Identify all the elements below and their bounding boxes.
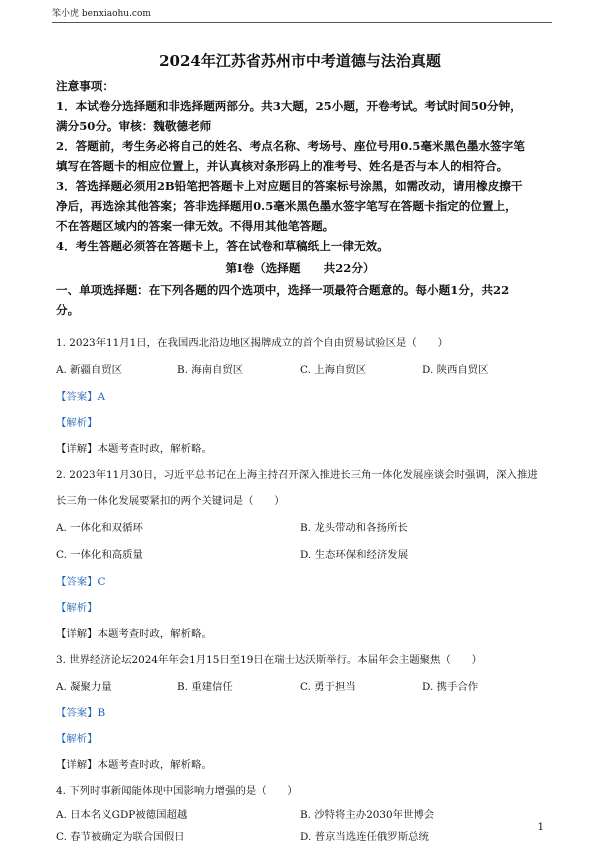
detail-text: 【详解】本题考查时政，解析略。 [56,443,212,455]
page-title: 2024年江苏省苏州市中考道德与法治真题 [159,52,441,70]
notes-line: 填写在答题卡的相应位置上，并认真核对条形码上的准考号、姓名是否与本人的相符合。 [56,159,509,173]
notes-line: 净后，再选涂其他答案；答非选择题用0.5毫米黑色墨水签字笔写在答题卡指定的位置上， [56,199,517,213]
question-stem: 1. 2023年11月1日，在我国西北沿边地区揭牌成立的首个自由贸易试验区是（ ） [56,337,448,349]
option-b: B. 龙头带动和各扬所长 [300,522,408,534]
option-d: D. 生态环保和经济发展 [300,549,409,561]
notes-line: 4．考生答题必须答在答题卡上，答在试卷和草稿纸上一律无效。 [56,239,389,253]
option-d: D. 普京当选连任俄罗斯总统 [300,831,429,843]
option-a: A. 一体化和双循环 [56,522,143,534]
analysis-label: 【解析】 [56,602,98,614]
option-a: A. 凝聚力量 [56,681,112,693]
answer-label: 【答案】B [56,707,106,719]
answer-label: 【答案】C [56,576,106,588]
option-c: C. 春节被确定为联合国假日 [56,831,185,843]
analysis-label: 【解析】 [56,733,98,745]
notes-line: 1．本试卷分选择题和非选择题两部分。共3大题，25小题，开卷考试。考试时间50分钟， [56,99,522,113]
part-instruction: 分。 [56,303,80,317]
notes-heading: 注意事项： [56,79,114,93]
detail-text: 【详解】本题考查时政，解析略。 [56,628,212,640]
option-d: D. 陕西自贸区 [422,364,489,376]
analysis-label: 【解析】 [56,417,98,429]
option-d: D. 携手合作 [422,681,479,693]
notes-line: 3．答选择题必须用2B铅笔把答题卡上对应题目的答案标号涂黑，如需改动，请用橡皮擦干 [56,179,523,193]
option-a: A. 新疆自贸区 [56,364,123,376]
site-header: 笨小虎 benxiaohu.com [52,9,151,19]
header-divider [52,22,552,23]
section-title: 第Ⅰ卷（选择题 共22分） [225,261,375,275]
notes-line: 不在答题区域内的答案一律无效。不得用其他笔答题。 [56,219,335,233]
detail-text: 【详解】本题考查时政，解析略。 [56,759,212,771]
option-c: C. 勇于担当 [300,681,356,693]
notes-line: 2．答题前，考生务必将自己的姓名、考点名称、考场号、座位号用0.5毫米黑色墨水签字笔 [56,139,525,153]
question-stem: 4. 下列时事新闻能体现中国影响力增强的是（ ） [56,785,298,797]
page-number: 1 [537,822,544,833]
question-stem: 长三角一体化发展要紧扣的两个关键词是（ ） [56,495,285,507]
option-c: C. 上海自贸区 [300,364,367,376]
option-b: B. 沙特将主办2030年世博会 [300,809,435,821]
option-c: C. 一体化和高质量 [56,549,143,561]
part-instruction: 一、单项选择题：在下列各题的四个选项中，选择一项最符合题意的。每小题1分，共22 [56,283,510,297]
question-stem: 2. 2023年11月30日，习近平总书记在上海主持召开深入推进长三角一体化发展座谈会时强调，深入推进 [56,469,538,481]
answer-label: 【答案】A [56,391,106,403]
option-a: A. 日本名义GDP被德国超越 [56,809,188,821]
option-b: B. 海南自贸区 [177,364,244,376]
notes-line: 满分50分。审核：魏敬德老师 [56,119,212,133]
option-b: B. 重建信任 [177,681,233,693]
question-stem: 3. 世界经济论坛2024年年会1月15日至19日在瑞士达沃斯举行。本届年会主题聚焦（ ） [56,654,482,666]
